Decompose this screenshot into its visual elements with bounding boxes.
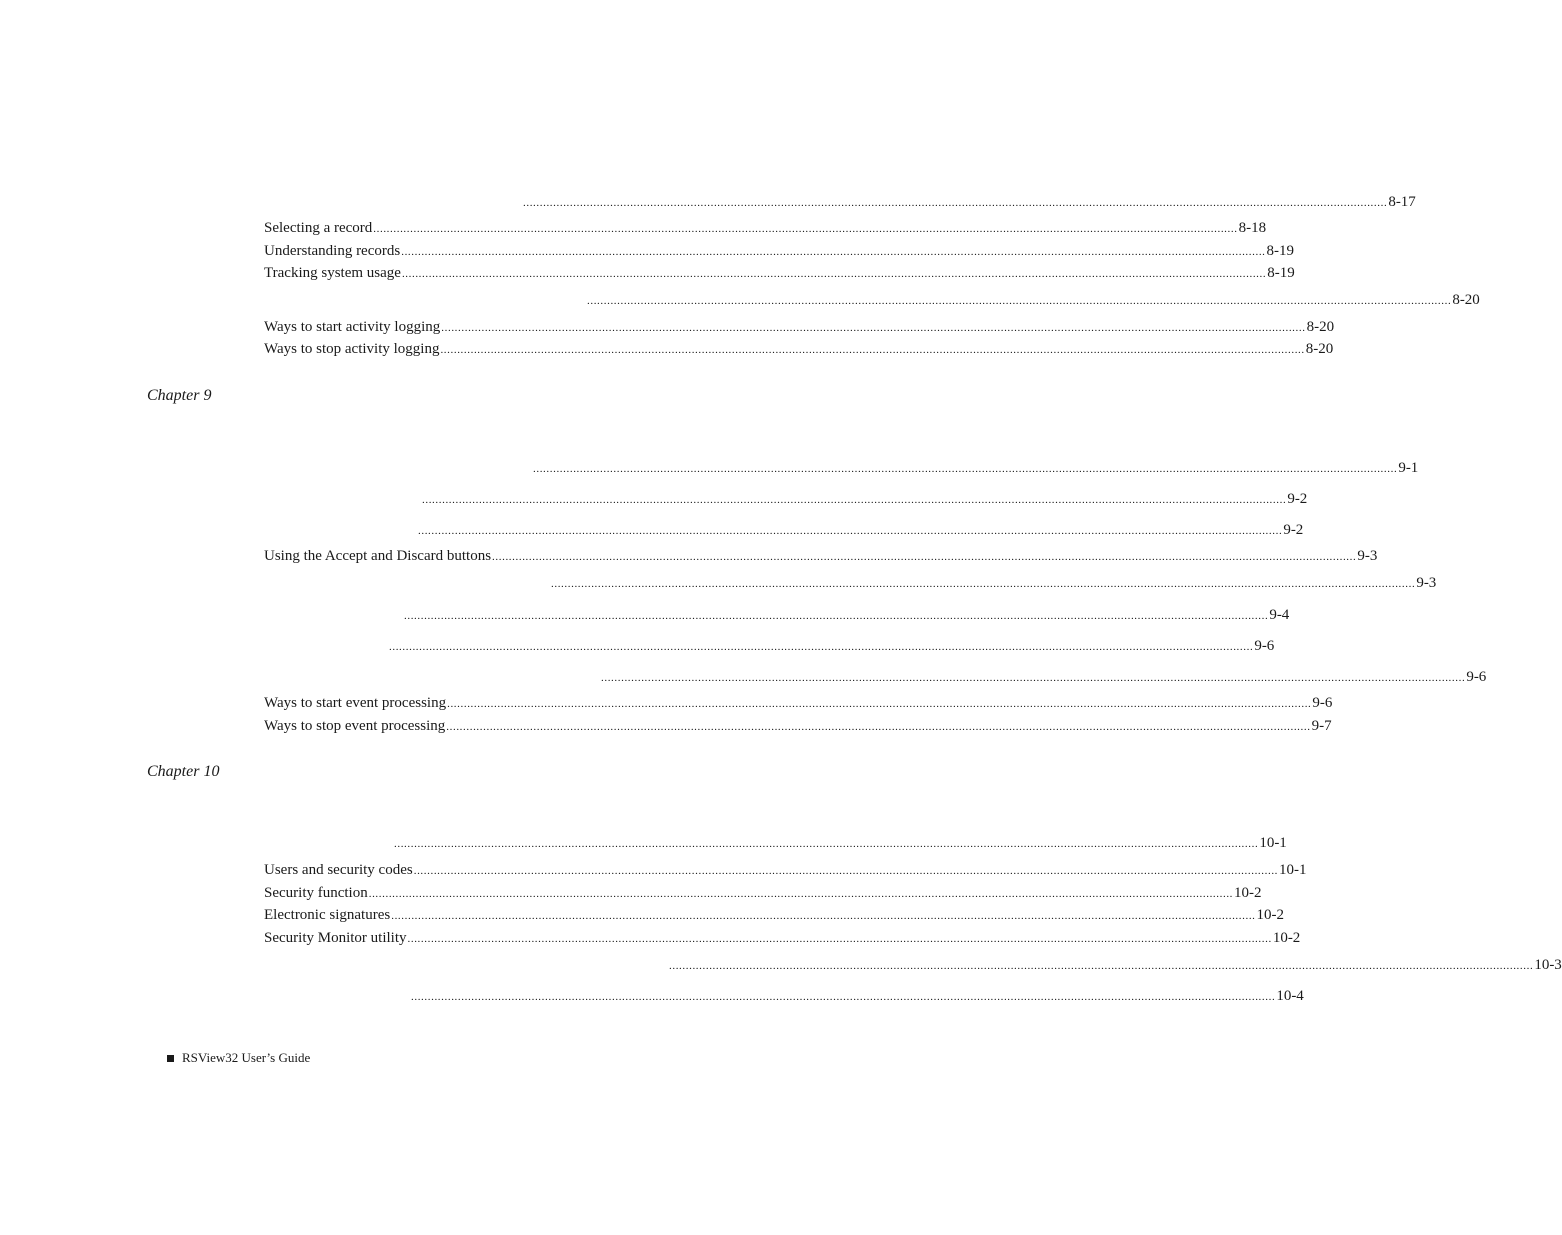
toc-entry-label: Ways to stop activity logging [264, 341, 440, 357]
toc-leader: .................................................................................................................................................................................................................................................................. [533, 463, 1398, 475]
toc-entry[interactable] [264, 241, 1295, 261]
toc-leader: .................................................................................................................................................................................................................................................................. [389, 641, 1254, 653]
toc-leader: .................................................................................................................................................................................................................................................................. [401, 246, 1266, 258]
toc-entry-label: Ways to start event processing [264, 695, 447, 711]
toc-leader: .................................................................................................................................................................................................................................................................. [669, 960, 1534, 972]
chapter-heading: Chapter 10 [147, 763, 220, 780]
toc-page-number: 9-6 [1312, 695, 1333, 711]
toc-entry-label: Tracking system usage [264, 265, 401, 281]
toc-entry[interactable] [264, 905, 1285, 925]
toc-leader: .................................................................................................................................................................................................................................................................. [492, 551, 1357, 563]
page-footer [167, 1049, 310, 1067]
toc-entry[interactable] [264, 667, 1487, 687]
toc-leader: .................................................................................................................................................................................................................................................................. [394, 838, 1259, 850]
toc-leader: .................................................................................................................................................................................................................................................................. [422, 494, 1287, 506]
toc-entry[interactable] [264, 339, 1334, 359]
toc-entry-label: Electronic signatures [264, 907, 391, 923]
toc-leader: .................................................................................................................................................................................................................................................................. [587, 295, 1452, 307]
toc-entry[interactable] [264, 636, 1275, 656]
toc-leader: .................................................................................................................................................................................................................................................................. [440, 344, 1305, 356]
toc-entry[interactable] [264, 192, 1416, 212]
chapter-heading: Chapter 9 [147, 387, 212, 404]
toc-leader: .................................................................................................................................................................................................................................................................. [391, 910, 1256, 922]
toc-leader: .................................................................................................................................................................................................................................................................. [601, 672, 1466, 684]
toc-page-number: 10-1 [1259, 835, 1287, 851]
toc-entry[interactable] [264, 263, 1295, 283]
toc-leader: .................................................................................................................................................................................................................................................................. [413, 865, 1279, 877]
toc-page-number: 9-4 [1269, 607, 1290, 623]
toc-entry[interactable] [264, 520, 1304, 540]
toc-page-number: 10-4 [1276, 988, 1304, 1004]
toc-entry[interactable] [264, 928, 1301, 948]
toc-entry[interactable] [264, 860, 1307, 880]
toc-page-number: 9-6 [1466, 669, 1487, 685]
toc-entry[interactable] [264, 458, 1419, 478]
toc-entry-label: Security function [264, 885, 368, 901]
toc-leader: .................................................................................................................................................................................................................................................................. [368, 888, 1234, 900]
toc-entry-label: Ways to start activity logging [264, 319, 441, 335]
toc-page-number: 8-19 [1267, 265, 1295, 281]
toc-page-number: 8-18 [1238, 220, 1267, 236]
toc-page-number: 9-2 [1283, 522, 1304, 538]
toc-entry-label: Using the Accept and Discard buttons [264, 548, 492, 564]
toc-entry[interactable] [264, 573, 1437, 593]
toc-entry-label: Security Monitor utility [264, 930, 407, 946]
toc-page-number: 10-2 [1256, 907, 1285, 923]
toc-entry[interactable] [264, 218, 1267, 238]
toc-leader: .................................................................................................................................................................................................................................................................. [441, 322, 1306, 334]
toc-entry[interactable] [264, 317, 1335, 337]
toc-page-number: 8-20 [1452, 292, 1480, 308]
toc-page-number: 10-3 [1534, 957, 1562, 973]
toc-page-number: 10-2 [1272, 930, 1301, 946]
toc-page-number: 8-20 [1306, 319, 1335, 335]
toc-page-number: 8-20 [1305, 341, 1334, 357]
toc-page-number: 8-19 [1266, 243, 1295, 259]
toc-page-number: 9-2 [1287, 491, 1308, 507]
toc-page-number: 9-7 [1311, 718, 1332, 734]
toc-entry[interactable] [264, 833, 1287, 853]
toc-entry-label: Ways to stop event processing [264, 718, 446, 734]
toc-leader: .................................................................................................................................................................................................................................................................. [404, 610, 1269, 622]
toc-leader: .................................................................................................................................................................................................................................................................. [447, 698, 1312, 710]
toc-leader: .................................................................................................................................................................................................................................................................. [418, 525, 1283, 537]
toc-entry-label: Selecting a record [264, 220, 373, 236]
toc-entry[interactable] [264, 883, 1262, 903]
toc-leader: .................................................................................................................................................................................................................................................................. [551, 578, 1416, 590]
toc-entry[interactable] [264, 716, 1332, 736]
toc-entry[interactable] [264, 693, 1333, 713]
toc-entry-label: Understanding records [264, 243, 401, 259]
toc-page-number: 9-3 [1416, 575, 1437, 591]
toc-entry-label: Users and security codes [264, 862, 413, 878]
toc-entry[interactable] [264, 955, 1562, 975]
toc-leader: .................................................................................................................................................................................................................................................................. [411, 991, 1276, 1003]
bullet-square-icon [167, 1055, 174, 1062]
toc-page-number: 9-6 [1254, 638, 1275, 654]
toc-leader: .................................................................................................................................................................................................................................................................. [523, 197, 1388, 209]
toc-leader: .................................................................................................................................................................................................................................................................. [373, 223, 1238, 235]
toc-entry[interactable] [264, 489, 1308, 509]
toc-entry[interactable] [264, 605, 1290, 625]
toc-leader: .................................................................................................................................................................................................................................................................. [446, 721, 1311, 733]
toc-leader: .................................................................................................................................................................................................................................................................. [401, 268, 1267, 280]
toc-page-number: 9-3 [1357, 548, 1378, 564]
toc-page-number: 10-1 [1279, 862, 1307, 878]
toc-page-number: 8-17 [1388, 194, 1416, 210]
toc-entry[interactable] [264, 546, 1378, 566]
footer-text: RSView32 User’s Guide [182, 1050, 311, 1065]
toc-page-number: 9-1 [1398, 460, 1419, 476]
toc-leader: .................................................................................................................................................................................................................................................................. [407, 933, 1272, 945]
toc-page-number: 10-2 [1234, 885, 1262, 901]
toc-entry[interactable] [264, 290, 1480, 310]
toc-entry[interactable] [264, 986, 1304, 1006]
